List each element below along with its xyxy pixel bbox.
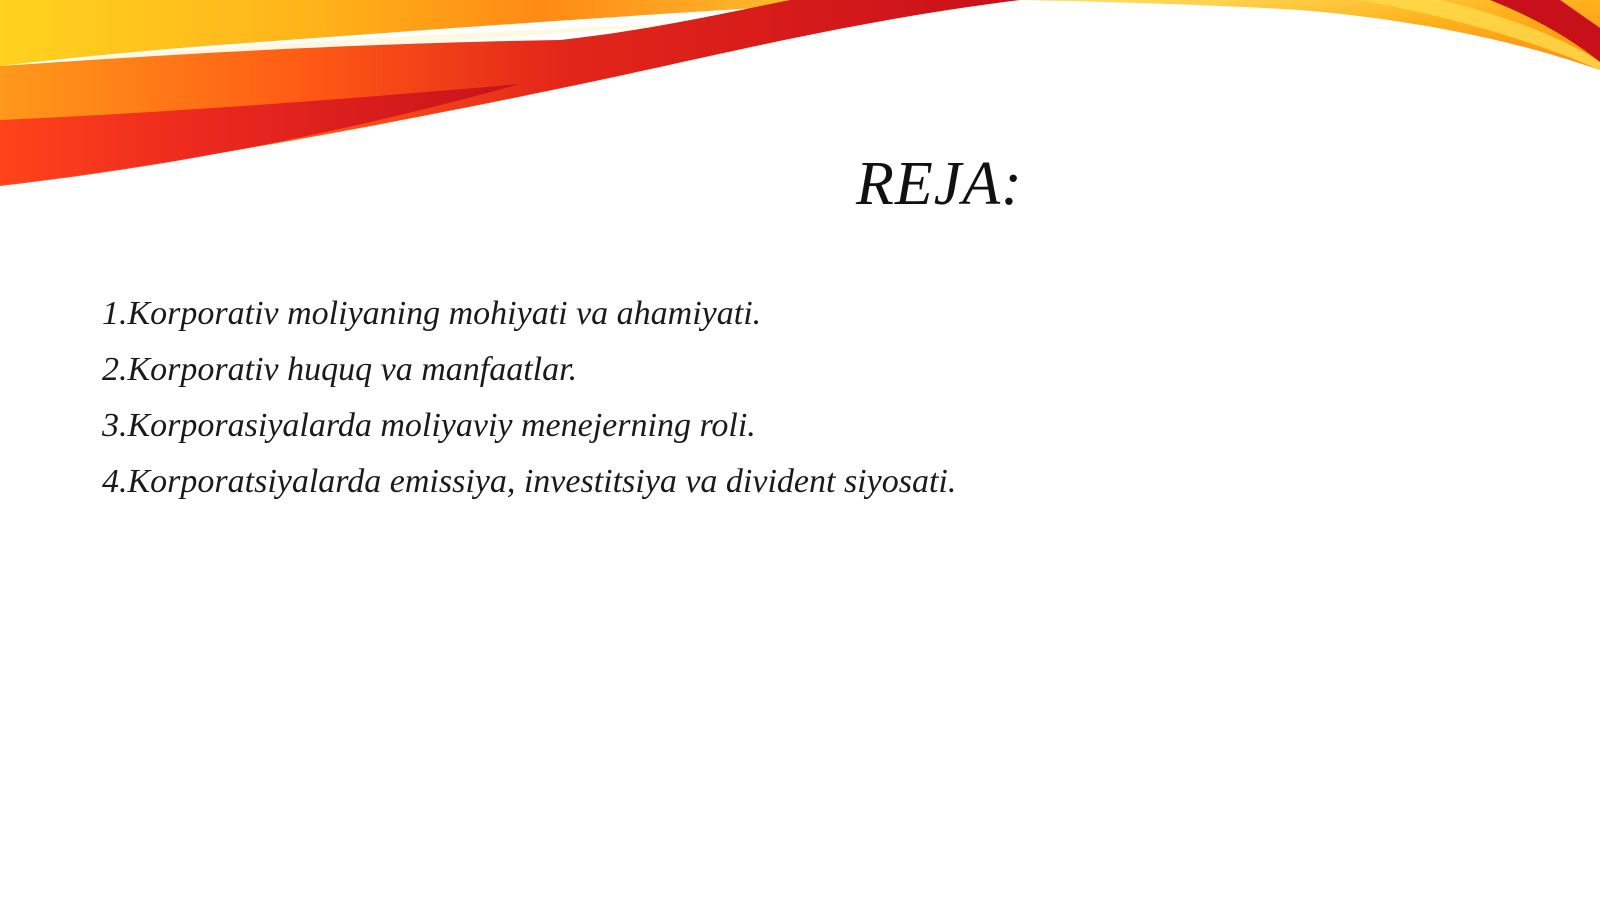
- plan-item-1: 1.Korporativ moliyaning mohiyati va ahamiyati.: [102, 295, 762, 332]
- plan-item-2: 2.Korporativ huquq va manfaatlar.: [102, 351, 578, 388]
- decorative-swoosh: [0, 0, 1600, 200]
- plan-item-3: 3.Korporasiyalarda moliyaviy menejerning roli.: [102, 407, 756, 444]
- slide-title: REJA:: [856, 150, 1023, 218]
- plan-item-4: 4.Korporatsiyalarda emissiya, investitsiya va divident siyosati.: [102, 463, 957, 500]
- plan-list: [102, 286, 956, 510]
